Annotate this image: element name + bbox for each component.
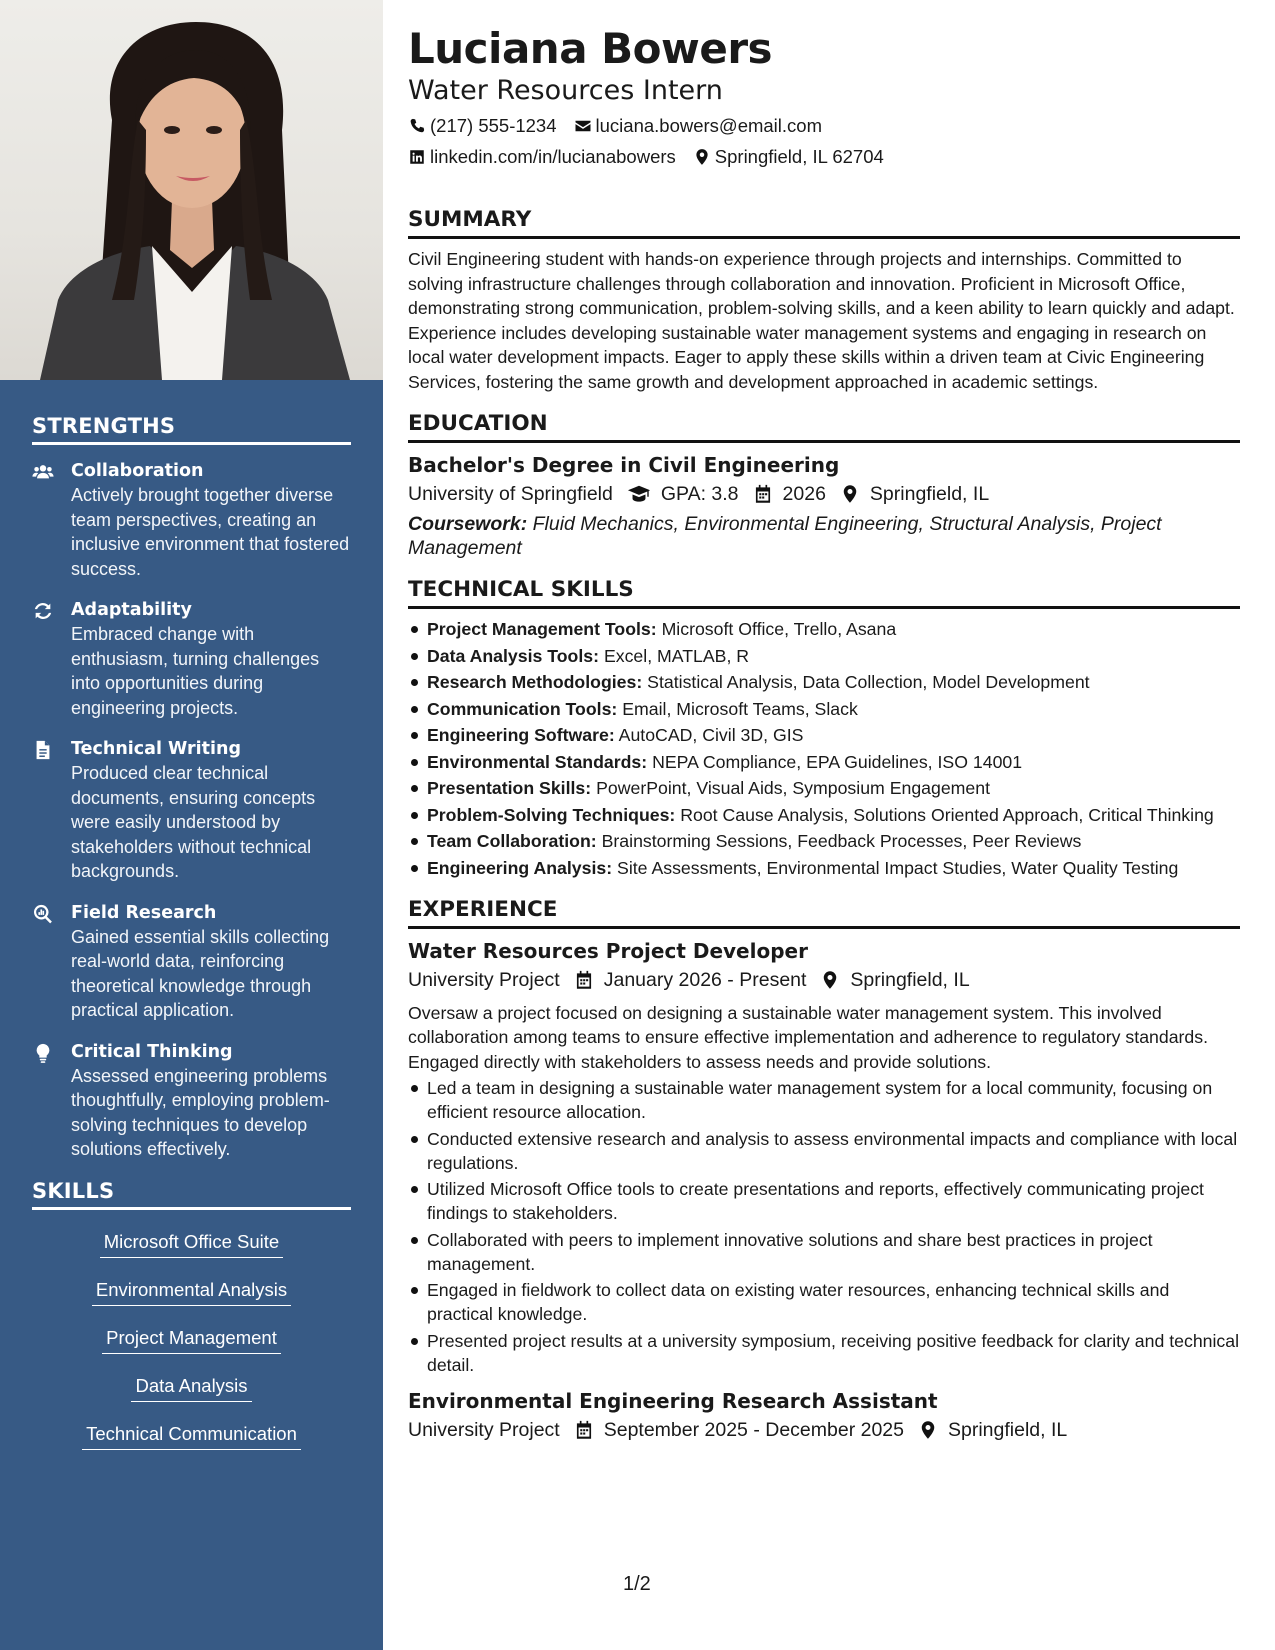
coursework-label: Coursework: [408, 513, 528, 535]
summary-section [408, 206, 1240, 394]
profile-photo [0, 0, 383, 380]
technical-skills-heading: TECHNICAL SKILLS [408, 576, 1240, 609]
calendar-icon [574, 970, 594, 990]
linkedin-url: linkedin.com/in/lucianabowers [430, 146, 676, 167]
lightbulb-icon [32, 1040, 71, 1162]
skill-tag: Data Analysis [131, 1374, 251, 1402]
skill-values: Statistical Analysis, Data Collection, Model Development [647, 672, 1090, 692]
job-meta [408, 1415, 1240, 1445]
location-contact [693, 144, 884, 170]
strength-title: Collaboration [71, 461, 204, 481]
refresh-icon [32, 598, 71, 720]
phone-contact[interactable] [408, 113, 557, 139]
job-description: Oversaw a project focused on designing a sustainable water management system. This involved collaboration among teams to ensure effective implementation and adherence to regulatory standards. Engaged directly with stakeholders to assess needs and provide solutions. [408, 1002, 1209, 1072]
education-location: Springfield, IL [869, 483, 990, 505]
skill-category: Team Collaboration: [427, 831, 597, 851]
map-pin-icon [918, 1420, 938, 1440]
users-icon [32, 459, 71, 581]
summary-heading: SUMMARY [408, 206, 1240, 239]
map-pin-icon [693, 148, 711, 166]
contact-row [408, 113, 1240, 139]
strength-description: Embraced change with enthusiasm, turning challenges into opportunities during engineering projects. [71, 624, 320, 718]
skill-values: Excel, MATLAB, R [603, 645, 750, 666]
calendar-icon [753, 484, 773, 504]
job-title: Water Resources Project Developer [408, 938, 808, 963]
job-organization: University Project [408, 968, 560, 991]
job-location: Springfield, IL [947, 1418, 1068, 1441]
job-bullets [408, 1076, 1240, 1377]
skill-category: Environmental Standards: [427, 751, 648, 772]
summary-text: Civil Engineering student with hands-on experience through projects and internships. Committed to solving infrastructure challenges through collaboration and innovation. Proficient in Microsoft Office, demonstrating strong communication, problem-solving skills, and a keen ability to learn quickly and adapt. Experience includes developing sustainable water management systems and engaging in research on local water development impacts. Eager to apply these skills within a driven team at Civic Engineering Services, fostering the same growth and development approached in academic settings. [408, 249, 1235, 392]
strength-item [32, 459, 351, 581]
sidebar-content [32, 414, 351, 1464]
coursework-list: Fluid Mechanics, Environmental Engineering, Structural Analysis, Project Management [408, 513, 1162, 559]
list-item [408, 697, 1240, 721]
skill-values: NEPA Compliance, EPA Guidelines, ISO 14001 [652, 751, 1023, 772]
email-contact[interactable] [574, 113, 822, 139]
skill-category: Presentation Skills: [427, 778, 592, 798]
coursework [408, 512, 1240, 560]
experience-entry [408, 1387, 1240, 1445]
list-item [408, 723, 1240, 747]
strength-item [32, 901, 351, 1023]
envelope-icon [574, 117, 592, 135]
skill-tag: Environmental Analysis [92, 1278, 291, 1306]
list-item [408, 750, 1240, 774]
gpa-text: GPA: 3.8 [660, 483, 739, 505]
list-item [408, 617, 1240, 641]
skill-category: Project Management Tools: [427, 619, 657, 639]
skill-tag: Project Management [102, 1326, 281, 1354]
list-item [408, 776, 1240, 800]
skill-values: AutoCAD, Civil 3D, GIS [618, 725, 804, 745]
strength-description: Assessed engineering problems thoughtfully, employing problem-solving techniques to develop solutions effectively. [71, 1065, 330, 1159]
job-location: Springfield, IL [850, 968, 970, 991]
graduation-year-item [753, 479, 826, 509]
search-chart-icon [32, 901, 71, 1023]
sidebar [0, 0, 383, 1650]
job-organization: University Project [408, 1418, 560, 1441]
strength-title: Adaptability [71, 600, 192, 620]
strength-item [32, 1040, 351, 1162]
skill-values: Site Assessments, Environmental Impact Studies, Water Quality Testing [617, 857, 1179, 878]
degree-title: Bachelor's Degree in Civil Engineering [408, 453, 840, 477]
linkedin-contact[interactable] [408, 144, 676, 170]
skill-values: PowerPoint, Visual Aids, Symposium Engagement [596, 778, 990, 798]
strength-title: Critical Thinking [71, 1041, 233, 1062]
document-icon [32, 737, 71, 884]
skill-category: Communication Tools: [427, 698, 618, 719]
calendar-icon [574, 1420, 594, 1440]
map-pin-icon [820, 970, 840, 990]
skill-category: Problem-Solving Techniques: [427, 804, 676, 825]
job-meta [408, 965, 1240, 995]
candidate-name: Luciana Bowers [408, 24, 773, 73]
list-item [408, 644, 1240, 668]
job-location-item [820, 965, 969, 995]
strength-title: Field Research [71, 902, 217, 923]
education-location-item [840, 479, 989, 509]
skill-tag: Technical Communication [82, 1422, 301, 1450]
list-item [408, 670, 1240, 694]
list-item [408, 829, 1240, 853]
main-content [408, 22, 1240, 1445]
skills-heading: SKILLS [32, 1179, 351, 1210]
strength-title: Technical Writing [71, 739, 242, 759]
skill-values: Microsoft Office, Trello, Asana [661, 619, 897, 639]
page-number: 1/2 [623, 1573, 651, 1595]
education-heading: EDUCATION [408, 410, 1240, 443]
list-item [408, 856, 1240, 880]
graduation-cap-icon [627, 484, 651, 504]
skill-values: Root Cause Analysis, Solutions Oriented Approach, Critical Thinking [680, 804, 1214, 825]
technical-skills-section [408, 576, 1240, 880]
education-meta [408, 479, 1240, 509]
phone-icon [408, 117, 426, 135]
job-dates: September 2025 - December 2025 [603, 1418, 904, 1441]
strength-description: Gained essential skills collecting real-world data, reinforcing theoretical knowledge through practical application. [71, 926, 330, 1020]
list-item: Collaborated with peers to implement innovative solutions and share best practices in project management. [408, 1228, 1240, 1276]
list-item: Utilized Microsoft Office tools to create presentations and reports, effectively communicating project findings to stakeholders. [408, 1177, 1240, 1225]
skills-list [32, 1224, 351, 1464]
graduation-year: 2026 [782, 483, 826, 505]
skill-values: Email, Microsoft Teams, Slack [622, 698, 858, 719]
list-item: Led a team in designing a sustainable water management system for a local community, focusing on efficient resource allocation. [408, 1076, 1240, 1124]
strength-item [32, 737, 351, 884]
skill-category: Research Methodologies: [427, 672, 643, 692]
map-pin-icon [840, 484, 860, 504]
candidate-role: Water Resources Intern [408, 75, 723, 106]
skill-tag: Microsoft Office Suite [100, 1230, 283, 1258]
job-dates-item [574, 1415, 904, 1445]
contact-row [408, 144, 1240, 170]
list-item [408, 803, 1240, 827]
job-title: Environmental Engineering Research Assistant [408, 1388, 938, 1413]
phone-number: (217) 555-1234 [430, 115, 557, 136]
list-item: Engaged in fieldwork to collect data on existing water resources, enhancing technical skills and practical knowledge. [408, 1278, 1240, 1326]
strengths-heading: STRENGTHS [32, 414, 351, 445]
strength-description: Actively brought together diverse team perspectives, creating an inclusive environment that fostered success. [71, 485, 350, 579]
technical-skills-list [408, 617, 1240, 880]
skill-values: Brainstorming Sessions, Feedback Processes, Peer Reviews [601, 831, 1082, 851]
education-section [408, 410, 1240, 560]
skill-category: Engineering Analysis: [427, 857, 613, 878]
experience-entry [408, 937, 1240, 1377]
job-dates: January 2026 - Present [603, 968, 807, 991]
school-name: University of Springfield [408, 483, 613, 505]
job-location-item [918, 1415, 1067, 1445]
list-item: Presented project results at a university symposium, receiving positive feedback for clarity and technical detail. [408, 1329, 1240, 1377]
experience-heading: EXPERIENCE [408, 896, 1240, 929]
linkedin-icon [408, 148, 426, 166]
gpa-item [627, 479, 739, 509]
list-item: Conducted extensive research and analysis to assess environmental impacts and compliance with local regulations. [408, 1127, 1240, 1175]
location-text: Springfield, IL 62704 [714, 146, 884, 167]
job-dates-item [574, 965, 807, 995]
experience-section [408, 896, 1240, 1445]
strength-item [32, 598, 351, 720]
skill-category: Engineering Software: [427, 725, 615, 745]
email-address: luciana.bowers@email.com [595, 115, 822, 136]
strength-description: Produced clear technical documents, ensuring concepts were easily understood by stakeholders without technical backgrounds. [71, 763, 316, 881]
skill-category: Data Analysis Tools: [427, 645, 600, 666]
